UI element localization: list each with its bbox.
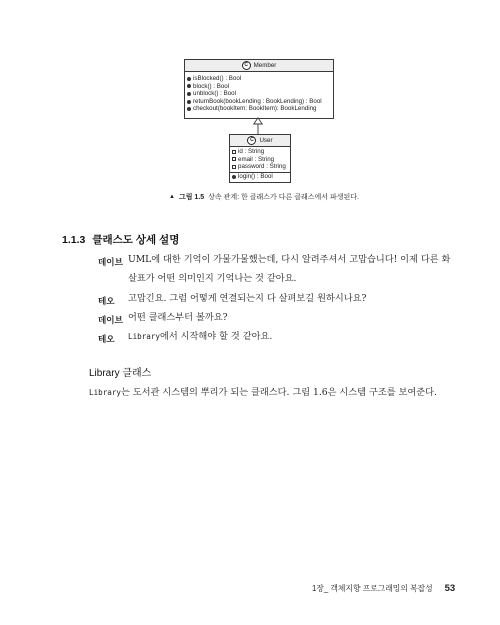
dialog-line: 살표가 어떤 의미인지 기억나는 것 같아요. [128, 273, 297, 284]
operation-icon [187, 100, 191, 104]
operation-row [187, 75, 333, 83]
operation-row [232, 173, 290, 181]
caption-text: 상속 관계: 한 클래스가 다른 클래스에서 파생된다. [208, 194, 359, 201]
user-class-name: User [259, 137, 273, 144]
attribute-text: password : String [238, 163, 286, 171]
section-number: 1.1.3 [62, 234, 86, 246]
operation-icon [187, 92, 191, 96]
operation-icon [187, 107, 191, 111]
caption-label: 그림 1.5 [178, 194, 205, 201]
user-operations [230, 173, 290, 181]
operation-icon [232, 175, 236, 179]
section-heading [62, 232, 179, 247]
dialog-speaker: 테오 [98, 334, 115, 344]
dialog-speaker: 데이브 [98, 257, 123, 267]
attribute-icon [232, 150, 236, 154]
dialog-line-rest: 에서 시작해야 할 것 같아요. [160, 331, 273, 342]
operation-icon [187, 77, 191, 81]
user-class-header [230, 135, 290, 147]
operation-text: isBlocked() : Bool [193, 75, 242, 82]
dialog-speaker: 테오 [98, 296, 115, 306]
member-class-box [184, 59, 334, 119]
attribute-row [232, 163, 290, 171]
attribute-row [232, 148, 290, 156]
attribute-icon [232, 165, 236, 169]
operation-text: block() : Bool [193, 82, 230, 90]
operation-row [187, 98, 333, 106]
inheritance-arrow [253, 117, 263, 134]
class-icon: C [247, 136, 256, 145]
section-title: 클래스도 상세 설명 [92, 234, 180, 246]
operation-row [187, 90, 333, 98]
member-class-header [185, 60, 333, 72]
dialog-speaker: 데이브 [98, 315, 123, 325]
member-class-name: Member [253, 62, 277, 69]
page-number: 53 [444, 583, 456, 594]
user-class-box [229, 134, 291, 183]
footer-chapter: 1장_ 객체지향 프로그래밍의 복잡성 [312, 584, 433, 593]
operation-text: login() : Bool [238, 172, 273, 180]
code-inline: Library [128, 332, 161, 341]
operation-row [187, 105, 333, 113]
dialog-line: 고맙긴요. 그럼 어떻게 연결되는지 다 살펴보길 원하시나요? [128, 293, 367, 304]
subsection-heading: Library 클래스 [89, 368, 152, 379]
figure-caption [169, 192, 359, 202]
code-inline: Library [89, 388, 122, 397]
attribute-text: email : String [238, 155, 275, 163]
body-paragraph [89, 384, 437, 398]
dialog-line [128, 326, 272, 347]
dialog-line: UML에 대한 기억이 가물가물했는데, 다시 알려주셔서 고맙습니다! 이제 다른 화 [128, 254, 451, 265]
caption-triangle-icon: ▲ [169, 194, 175, 200]
dialog-line: 어떤 클래스부터 볼까요? [128, 312, 228, 323]
user-attributes [230, 147, 290, 173]
class-icon: C [242, 61, 251, 70]
operation-text: unblock() : Bool [193, 90, 236, 98]
page-footer [312, 583, 455, 594]
attribute-text: id : String [238, 148, 265, 155]
body-paragraph-text: 는 도서관 시스템의 뿌리가 되는 클래스다. 그림 1.6은 시스템 구조를 보여준다. [121, 387, 437, 398]
member-operations [185, 72, 333, 113]
operation-text: returnBook(bookLending : BookLending) : Bool [193, 97, 322, 105]
operation-text: checkout(bookItem: BookItem): BookLending [193, 105, 317, 113]
operation-row [187, 83, 333, 91]
attribute-row [232, 156, 290, 164]
attribute-icon [232, 157, 236, 161]
operation-icon [187, 84, 191, 88]
